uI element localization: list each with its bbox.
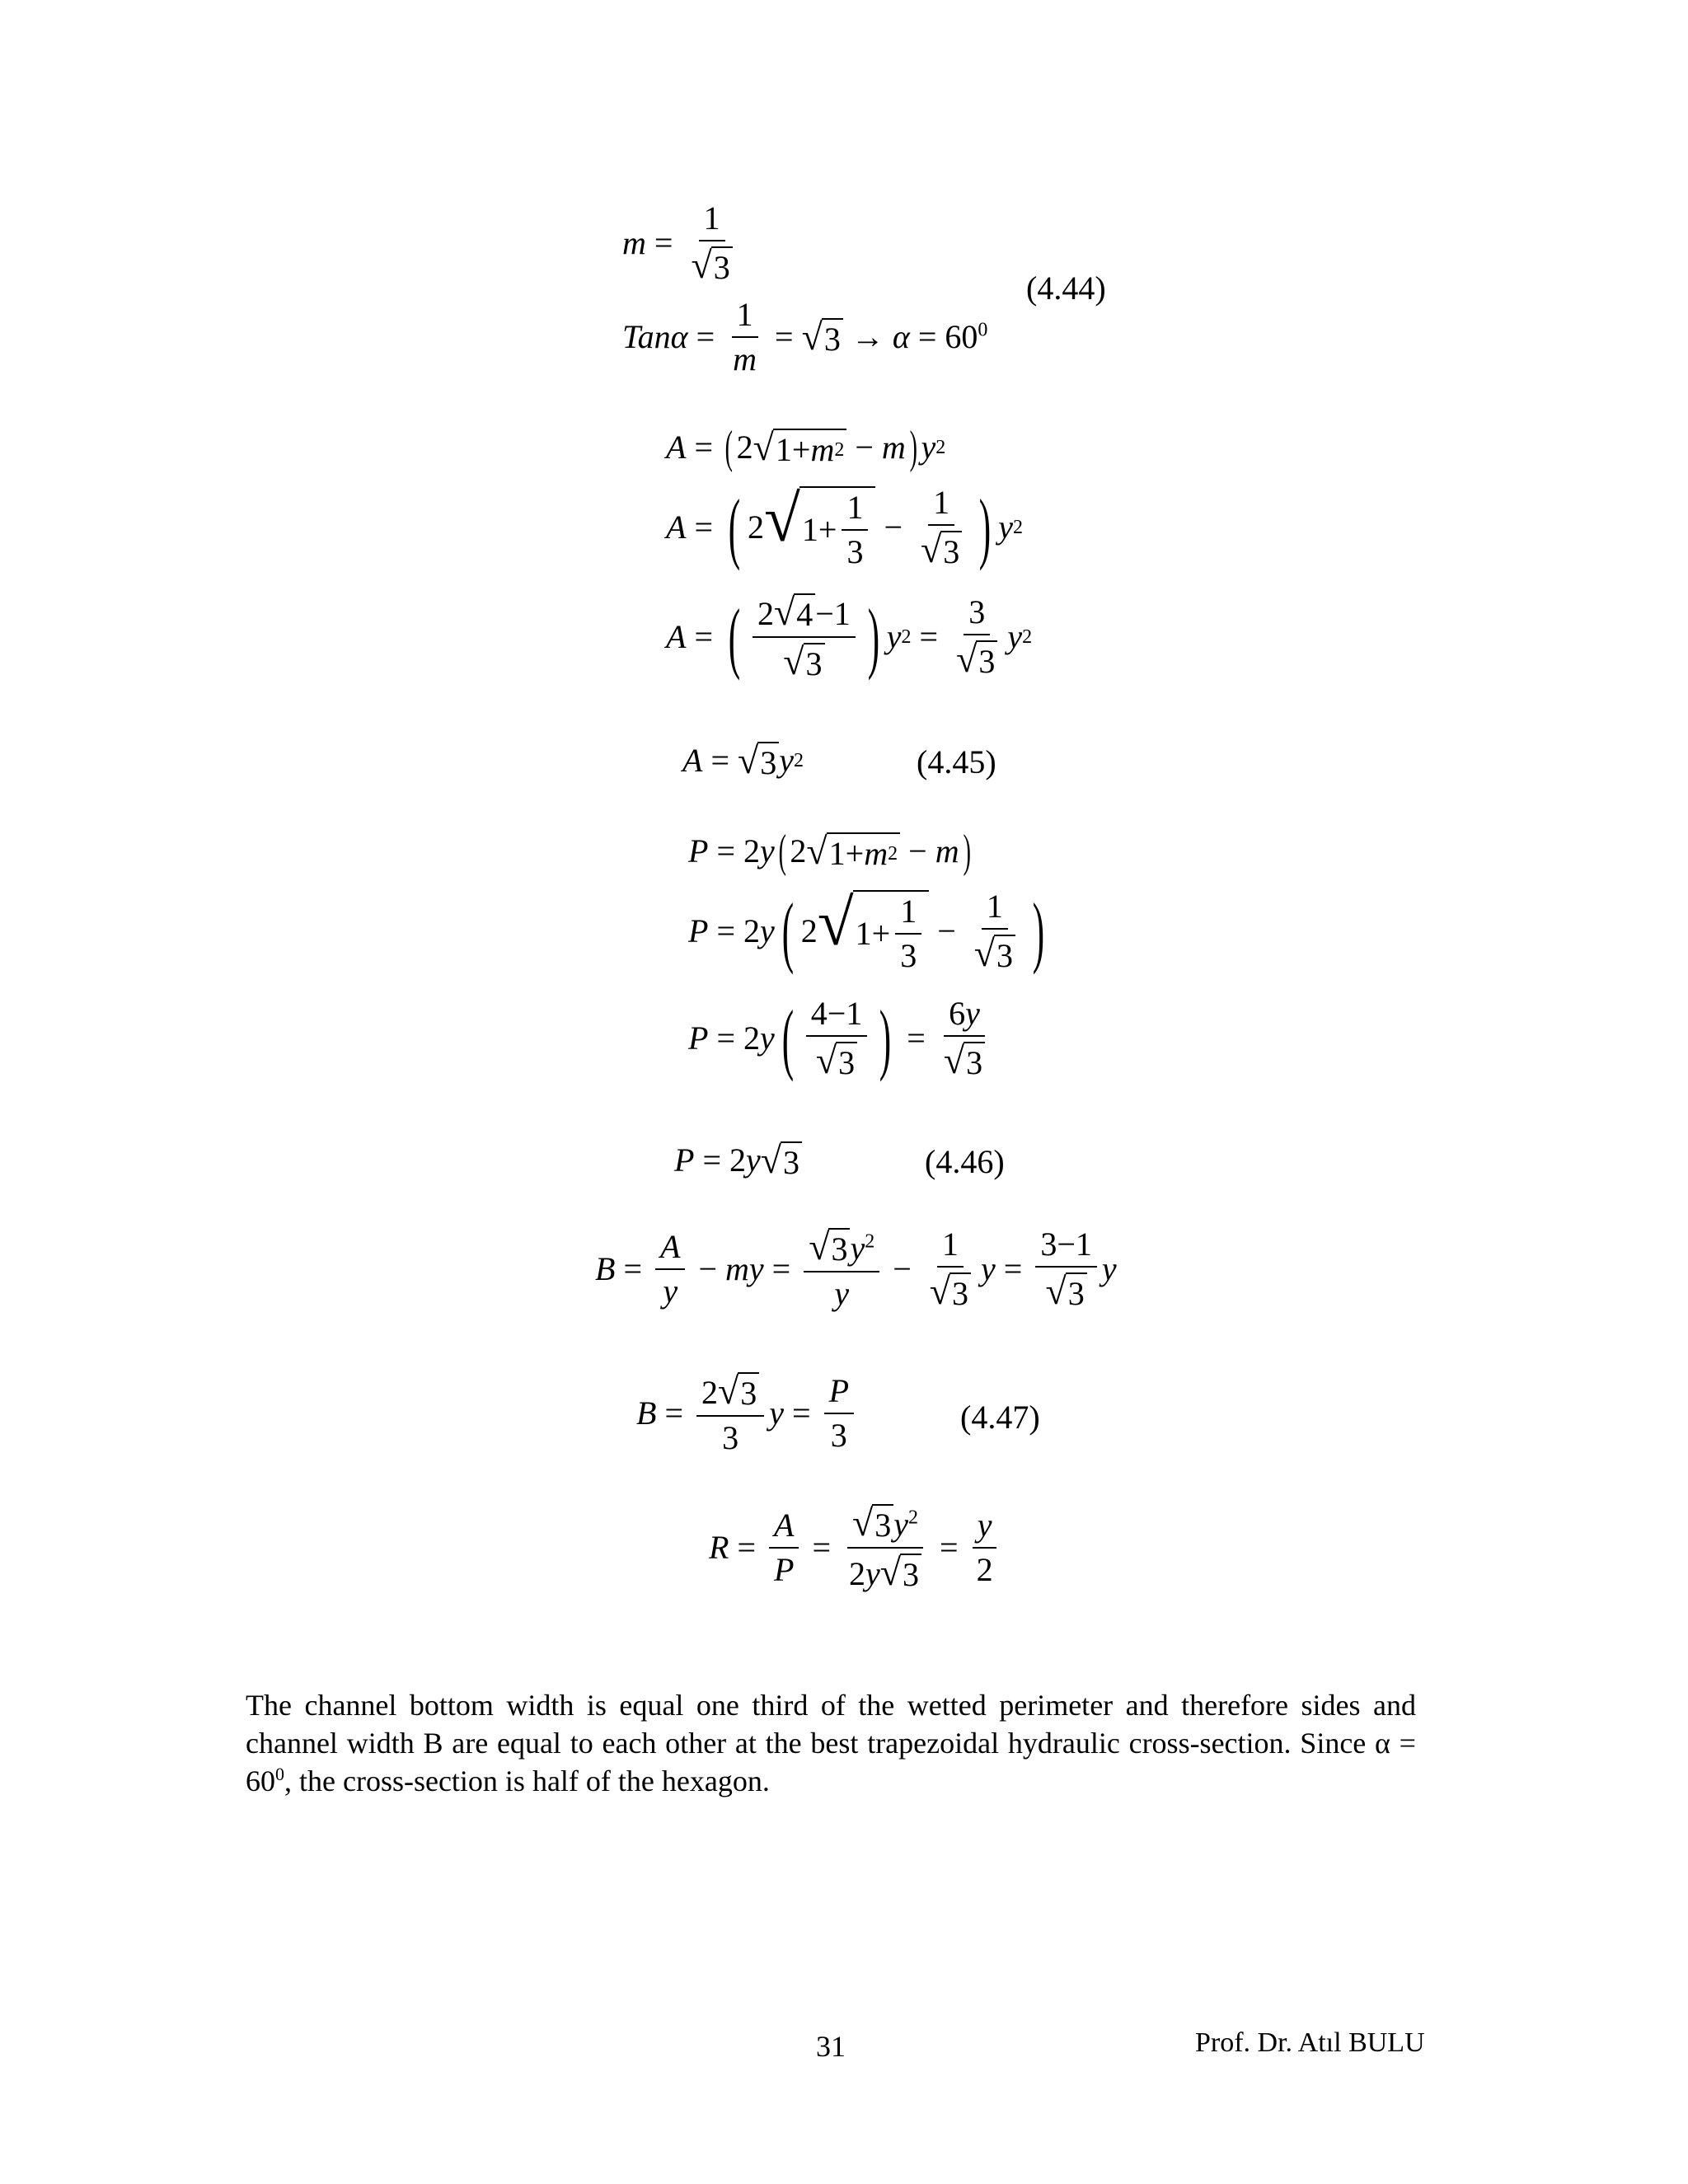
- equation-area-simplified: A = ( 2 √ 4 −1 √ 3 ) y 2 = 3 √ 3 y 2: [666, 591, 1033, 682]
- equation-m: m = 1 √ 3: [622, 202, 743, 284]
- equation-width-result: B = 2 √ 3 3 y = $\frac{P}{3}$: [636, 1372, 859, 1455]
- paragraph-text-before: The channel bottom width is equal one third of the wetted perimeter and therefore sides and channel width B are equal to each other at the best trapezoidal hydraulic cross-section. Since α = 60: [246, 1689, 1416, 1797]
- equation-number-4-47: (4.47): [960, 1399, 1040, 1436]
- equation-number-4-46: (4.46): [925, 1143, 1005, 1180]
- paragraph-superscript: 0: [275, 1764, 284, 1784]
- equation-area-general: A = ( 2 √ 1+ m 2 − m ) y 2: [666, 422, 946, 473]
- equation-tan-alpha: Tanα = $\frac{1}{m}$ = √ 3 → α = $60^0$: [622, 296, 988, 377]
- equation-perimeter-simplified: P = 2 y ( 4−1 √ 3 ) = 6y √ 3: [688, 997, 995, 1080]
- equation-hydraulic-radius: R = $\frac{A}{P}$ = √ 3 $y^2$ 2y √ 3 = $\frac{y}{2}$: [709, 1504, 1003, 1591]
- paragraph-text-after: , the cross-section is half of the hexagon.: [284, 1765, 770, 1797]
- equation-number-4-44: (4.44): [1026, 269, 1106, 307]
- author-name: Prof. Dr. Atıl BULU: [1195, 2027, 1425, 2058]
- equation-area-result: A = √ 3 y 2: [682, 739, 804, 781]
- equation-perimeter-general: P = 2 y ( 2 √ 1+ m 2 − m ): [688, 826, 971, 877]
- explanation-paragraph: [246, 1686, 1416, 1800]
- equation-area-substituted: A = ( 2 √ 1+ $\frac{1}{3}$ − 1 √ 3 ) y 2: [666, 483, 1023, 571]
- equation-perimeter-result: P = 2 y √ 3: [674, 1141, 802, 1179]
- equation-number-4-45: (4.45): [917, 743, 996, 780]
- equation-width-derivation: B = $\frac{A}{y}$ − my = √ 3 $y^2$ y − 1 √ 3 y = 3−1 √ 3 y: [595, 1226, 1117, 1312]
- page-number: 31: [816, 2030, 846, 2063]
- equation-perimeter-substituted: P = 2 y ( 2 √ 1+ $\frac{1}{3}$ − 1 √ 3 ): [688, 887, 1045, 975]
